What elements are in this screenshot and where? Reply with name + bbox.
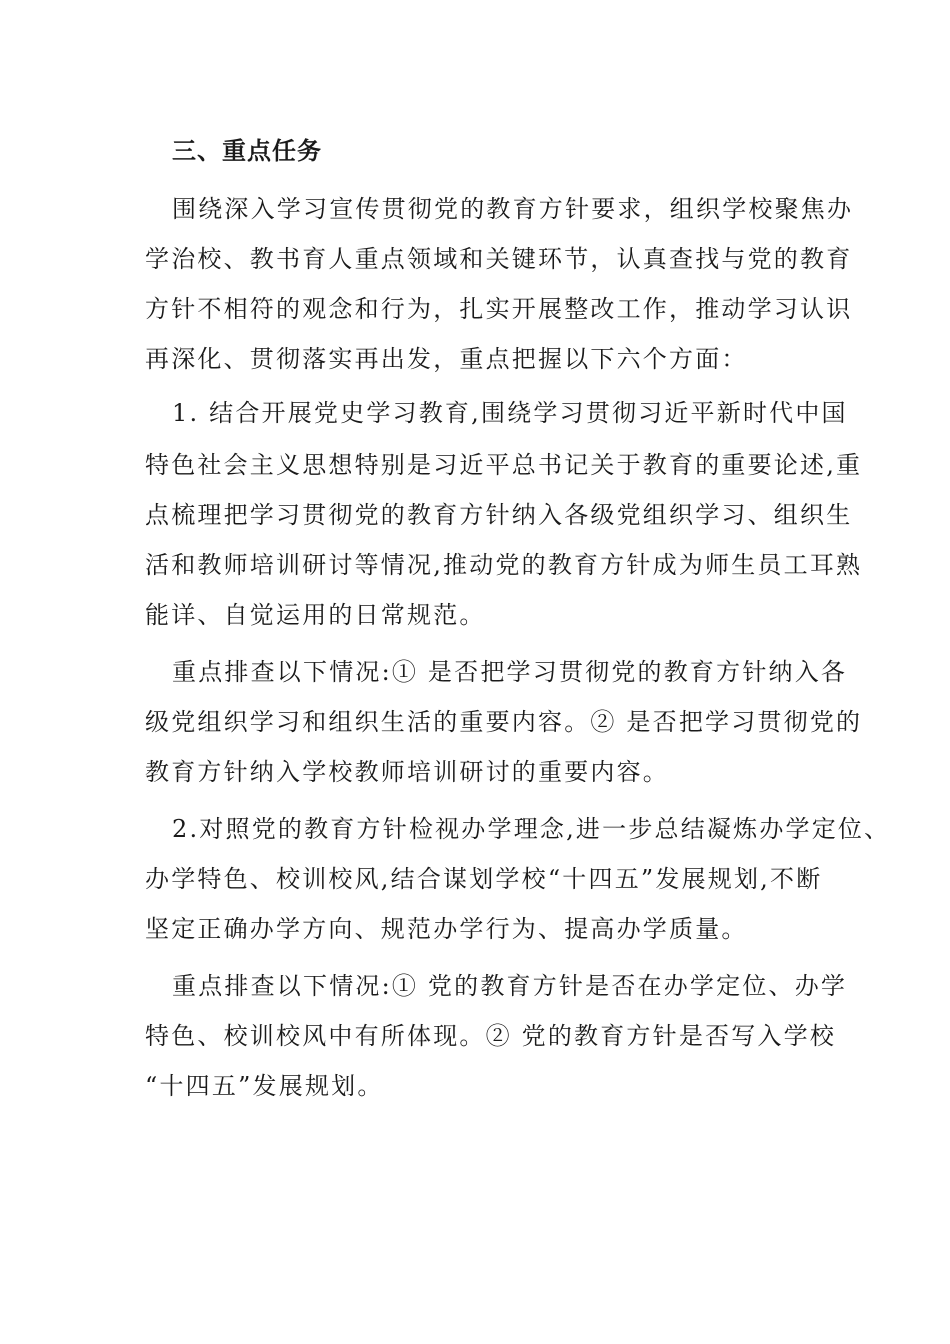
check2-line-3: “十四五”发展规划。 <box>145 1072 384 1100</box>
item2-line-2: 办学特色、校训校风,结合谋划学校“十四五”发展规划,不断 <box>145 865 823 893</box>
check2-line-2: 特色、校训校风中有所体现。② 党的教育方针是否写入学校 <box>145 1022 837 1050</box>
item1-line-4: 活和教师培训研讨等情况,推动党的教育方针成为师生员工耳熟 <box>145 551 863 579</box>
check2-line-1: 重点排查以下情况:① 党的教育方针是否在办学定位、办学 <box>172 972 848 1000</box>
check1-line-1: 重点排查以下情况:① 是否把学习贯彻党的教育方针纳入各 <box>172 658 848 686</box>
item2-line-3: 坚定正确办学方向、规范办学行为、提高办学质量。 <box>145 915 748 943</box>
item1-line-3: 点梳理把学习贯彻党的教育方针纳入各级党组织学习、组织生 <box>145 501 853 529</box>
intro-line-4: 再深化、贯彻落实再出发，重点把握以下六个方面： <box>145 345 748 373</box>
item1-line-2: 特色社会主义思想特别是习近平总书记关于教育的重要论述,重 <box>145 451 863 479</box>
intro-line-1: 围绕深入学习宣传贯彻党的教育方针要求，组织学校聚焦办 <box>172 195 854 223</box>
intro-line-2: 学治校、教书育人重点领域和关键环节，认真查找与党的教育 <box>145 245 853 273</box>
section-heading: 三、重点任务 <box>172 136 322 165</box>
intro-line-3: 方针不相符的观念和行为，扎实开展整改工作，推动学习认识 <box>145 295 853 323</box>
item1-line-5: 能详、自觉运用的日常规范。 <box>145 601 486 629</box>
check1-line-2: 级党组织学习和组织生活的重要内容。② 是否把学习贯彻党的 <box>145 708 863 736</box>
item1-line-1: 1. 结合开展党史学习教育,围绕学习贯彻习近平新时代中国 <box>172 399 848 427</box>
item2-line-1: 2.对照党的教育方针检视办学理念,进一步总结凝炼办学定位、 <box>172 815 891 843</box>
check1-line-3: 教育方针纳入学校教师培训研讨的重要内容。 <box>145 758 669 786</box>
